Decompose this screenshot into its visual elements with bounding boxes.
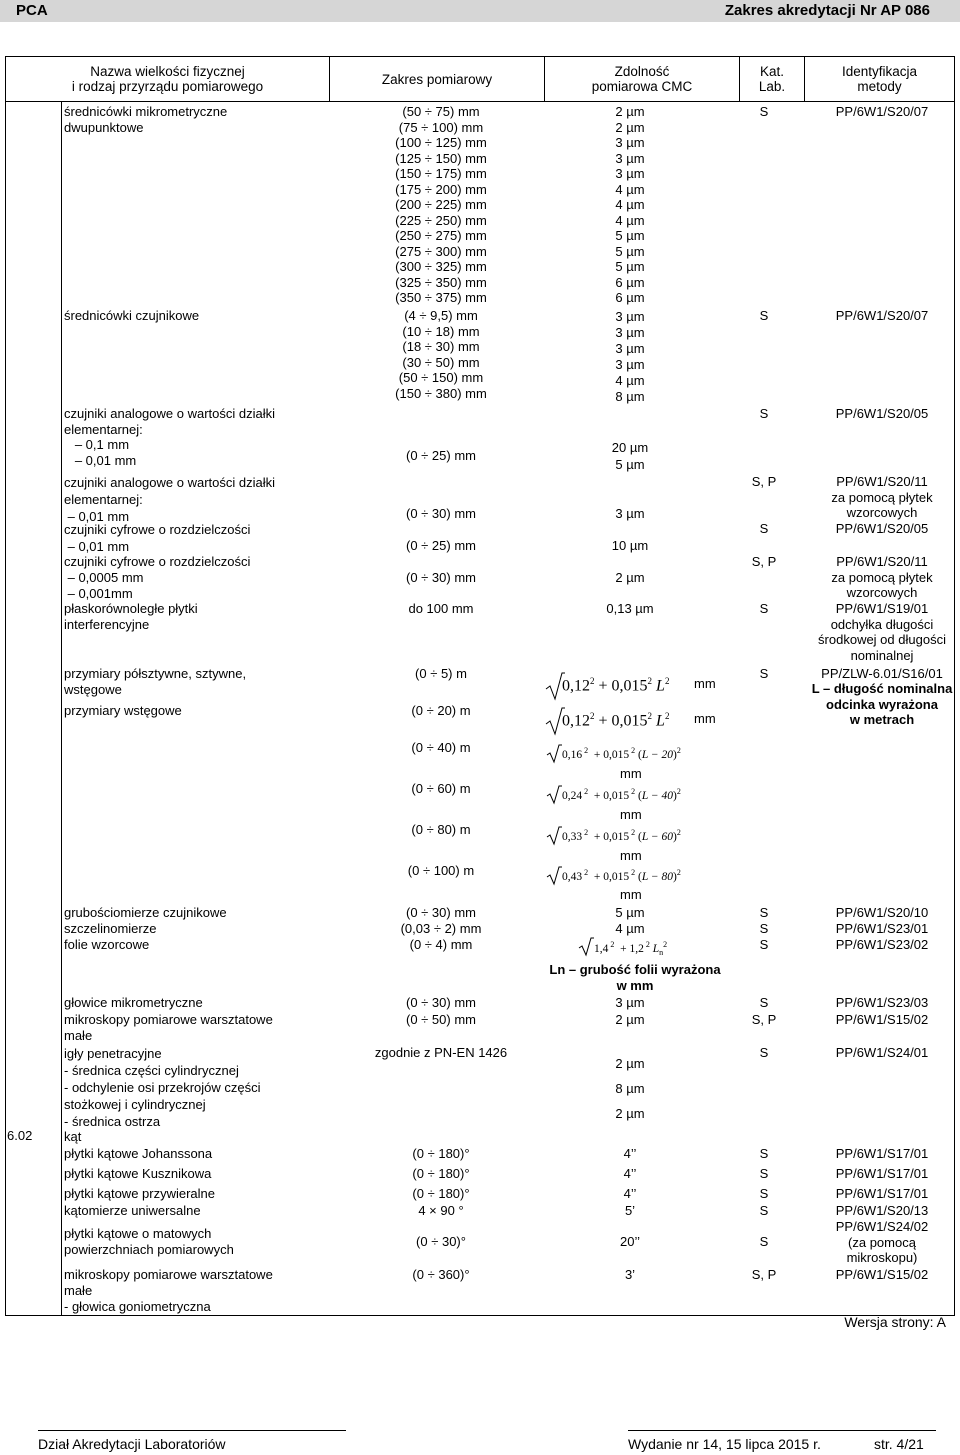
header-rule <box>5 101 955 102</box>
table-row-range: (0 ÷ 30) mm <box>406 570 476 585</box>
table-row-name: grubościomierze czujnikowe <box>64 905 227 920</box>
table-row-cmc: 20’’ <box>619 1234 640 1249</box>
table-row-kat: S <box>759 1166 769 1181</box>
table-row-name: czujniki cyfrowe o rozdzielczości – 0,01 mm <box>64 522 251 554</box>
table-row-name: przymiary półsztywne, sztywne, wstęgowe <box>64 666 247 697</box>
table-row-name: igły penetracyjne - średnica części cylindrycznej - odchylenie osi przekrojów części stożkowej i cylindrycznej - średnica ostrza <box>64 1046 261 1129</box>
table-row-ident: PP/6W1/S20/05 <box>835 521 929 536</box>
table-row-range: (0 ÷ 30) mm <box>406 506 476 521</box>
table-row-range: zgodnie z PN-EN 1426 <box>374 1045 508 1060</box>
formula-unit: mm <box>620 807 642 822</box>
table-row-name: folie wzorcowe <box>64 937 150 952</box>
table-row-ident: PP/6W1/S23/02 <box>835 937 929 952</box>
formula-term: + 0,015 <box>593 870 630 883</box>
table-row-cmc: 2 µm <box>615 570 645 585</box>
table-row-ident: PP/6W1/S20/07 <box>835 104 929 119</box>
col-header-kat: Kat. Lab. <box>740 57 804 102</box>
table-row-kat: S <box>759 921 769 936</box>
table-row-kat: S, P <box>751 1267 777 1282</box>
document-title: Zakres akredytacji Nr AP 086 <box>724 2 930 19</box>
table-row-cmc: 4’’ <box>623 1146 637 1161</box>
footer-department: Dział Akredytacji Laboratoriów <box>38 1436 226 1452</box>
table-row-range: (0 ÷ 30) mm <box>406 905 476 920</box>
formula-term: L <box>652 942 660 955</box>
table-row-range: (4 ÷ 9,5) mm (10 ÷ 18) mm (18 ÷ 30) mm (30 ÷ 50) mm (50 ÷ 150) mm (150 ÷ 380) mm <box>395 308 487 401</box>
cmc-formula: $0,12^2 + 0,015^2$ $L^2$ <box>562 711 670 730</box>
formula-term: + 0,015 <box>593 748 630 761</box>
formula-term: 0,43 <box>562 870 583 883</box>
table-row-name: płytki kątowe przywieralne <box>64 1186 216 1201</box>
table-row-kat: S, P <box>751 474 777 489</box>
table-row-ident: PP/6W1/S24/02 (za pomocą mikroskopu) <box>835 1219 929 1265</box>
cmc-formula: 0,43 $^2$ + 0,015 $^2$ $(L - 80)^2$ <box>562 868 681 883</box>
table-row-name: mikroskopy pomiarowe warsztatowe małe - głowica goniometryczna <box>64 1267 273 1314</box>
table-row-name: czujniki analogowe o wartości działki elementarnej: – 0,1 mm – 0,01 mm <box>64 406 275 468</box>
table-row-name: płytki kątowe Kusznikowa <box>64 1166 212 1181</box>
formula-term: 0,12 <box>562 712 590 730</box>
formula-term: + 0,015 <box>593 789 630 802</box>
table-row-range: do 100 mm <box>408 601 474 616</box>
table-row-ident: PP/6W1/S20/07 <box>835 308 929 323</box>
table-row-name: średnicówki mikrometryczne dwupunktowe <box>64 104 228 135</box>
table-row-kat: S, P <box>751 554 777 569</box>
cmc-formula: 0,33 $^2$ + 0,015 $^2$ $(L - 60)^2$ <box>562 828 681 843</box>
table-row-cmc: 2 µm 8 µm 2 µm <box>615 1055 645 1121</box>
formula-term: 0,33 <box>562 830 583 843</box>
table-row-name: mikroskopy pomiarowe warsztatowe małe <box>64 1012 273 1043</box>
table-row-cmc: 0,13 µm <box>606 601 654 616</box>
table-row-range: (0 ÷ 360)° <box>412 1267 470 1282</box>
table-row-range: (0 ÷ 5) m <box>415 666 467 681</box>
formula-term: + 0,015 <box>598 712 648 730</box>
table-row-kat: S <box>759 1203 769 1218</box>
table-row-ident-note: L – długość nominalna odcinka wyrażona w metrach <box>811 681 953 727</box>
table-row-kat: S <box>759 995 769 1010</box>
table-row-kat: S <box>759 1234 769 1249</box>
table-row-cmc: 4’’ <box>623 1166 637 1181</box>
table-row-range: (0 ÷ 20) m <box>411 703 471 718</box>
formula-term: 1,4 <box>594 942 609 955</box>
table-row-name: średnicówki czujnikowe <box>64 308 200 323</box>
table-row-ident: PP/6W1/S23/01 <box>835 921 929 936</box>
section-number: 6.02 <box>7 1128 33 1143</box>
table-row-cmc: 3 µm <box>615 995 645 1010</box>
table-row-name: płaskorównoległe płytki interferencyjne <box>64 601 198 632</box>
table-row-cmc: 5 µm <box>615 905 645 920</box>
org-name: PCA <box>16 2 48 19</box>
table-row-kat: S <box>759 1146 769 1161</box>
formula-term: L − 20 <box>641 748 674 761</box>
sqrt-icon <box>546 866 562 886</box>
table-row-name: czujniki cyfrowe o rozdzielczości – 0,0005 mm – 0,001mm <box>64 554 251 601</box>
formula-unit: mm <box>620 766 642 781</box>
table-row-cmc: 2 µm 2 µm 3 µm 3 µm 3 µm 4 µm 4 µm 4 µm 5 µm 5 µm 5 µm 6 µm 6 µm <box>615 104 645 305</box>
table-row-ident: PP/6W1/S24/01 <box>835 1045 929 1060</box>
table-row-kat: S <box>759 1045 769 1060</box>
footer-rule-right <box>628 1430 936 1431</box>
table-row-cmc: 3’ <box>624 1267 636 1282</box>
col-header-cmc: Zdolność pomiarowa CMC <box>545 57 739 102</box>
table-row-range: (0 ÷ 180)° <box>412 1186 470 1201</box>
table-row-cmc: 4’’ <box>623 1186 637 1201</box>
table-row-ident: PP/6W1/S15/02 <box>835 1267 929 1282</box>
table-row-ident: PP/6W1/S17/01 <box>835 1166 929 1181</box>
table-row-kat: S <box>759 406 769 421</box>
cmc-formula: 1,4 $^2$ + 1,2 $^2$ $L_n^2$ <box>594 940 668 958</box>
table-row-cmc: 5’ <box>624 1203 636 1218</box>
table-row-cmc-note: Ln – grubość folii wyrażona w mm <box>549 962 721 993</box>
table-row-range: 4 × 90 ° <box>418 1203 464 1218</box>
formula-term: L <box>656 712 665 730</box>
formula-term: + 1,2 <box>620 942 644 955</box>
table-row-range: (0,03 ÷ 2) mm <box>400 921 482 936</box>
table-row-kat: S <box>759 308 769 323</box>
table-row-range: (0 ÷ 25) mm <box>406 538 476 553</box>
col-header-ident: Identyfikacja metody <box>805 57 954 102</box>
formula-term: L − 40 <box>641 789 674 802</box>
table-row-cmc: 10 µm <box>611 538 649 553</box>
table-row-range: (0 ÷ 4) mm <box>409 937 473 952</box>
table-row-name: płytki kątowe o matowych powierzchniach pomiarowych <box>64 1226 234 1257</box>
sqrt-icon <box>546 744 562 764</box>
table-row-range: (0 ÷ 180)° <box>412 1146 470 1161</box>
footer-edition: Wydanie nr 14, 15 lipca 2015 r. <box>628 1436 821 1452</box>
table-row-cmc: 4 µm <box>615 921 645 936</box>
formula-term: L − 60 <box>641 830 674 843</box>
table-row-name: głowice mikrometryczne <box>64 995 203 1010</box>
table-row-name: płytki kątowe Johanssona <box>64 1146 213 1161</box>
table-row-ident: PP/ZLW-6.01/S16/01 <box>821 666 943 681</box>
formula-term: n <box>659 948 664 958</box>
table-row-ident: PP/6W1/S20/10 <box>835 905 929 920</box>
footer-rule-left <box>38 1430 346 1431</box>
table-row-range: (0 ÷ 180)° <box>412 1166 470 1181</box>
formula-term: + 0,015 <box>593 830 630 843</box>
table-row-range: (0 ÷ 60) m <box>411 781 471 796</box>
formula-unit: mm <box>694 676 716 691</box>
sqrt-icon <box>578 937 594 957</box>
formula-unit: mm <box>620 887 642 902</box>
formula-term: L − 80 <box>641 870 674 883</box>
cmc-formula: $0,12^2 + 0,015^2$ $L^2$ <box>562 676 670 695</box>
table-row-range: (50 ÷ 75) mm (75 ÷ 100) mm (100 ÷ 125) mm (125 ÷ 150) mm (150 ÷ 175) mm (175 ÷ 200) mm (200 ÷ 225) mm (225 ÷ 250) mm (250 ÷ 275) mm (275 ÷ 300) mm (300 ÷ 325) mm (325 ÷ 350) mm (350 ÷ 375) mm <box>395 104 487 305</box>
table-row-ident: PP/6W1/S23/03 <box>835 995 929 1010</box>
formula-unit: mm <box>620 848 642 863</box>
table-row-name: przymiary wstęgowe <box>64 703 182 718</box>
table-row-kat: S <box>759 905 769 920</box>
table-row-ident: PP/6W1/S17/01 <box>835 1146 929 1161</box>
sqrt-icon <box>546 785 562 805</box>
table-row-kat: S <box>759 104 769 119</box>
table-row-range: (0 ÷ 50) mm <box>406 1012 476 1027</box>
table-row-ident: PP/6W1/S15/02 <box>835 1012 929 1027</box>
formula-term: 0,16 <box>562 748 583 761</box>
table-row-range: (0 ÷ 40) m <box>411 740 471 755</box>
sqrt-icon <box>546 826 562 846</box>
table-row-cmc: 20 µm 5 µm <box>611 440 649 472</box>
table-row-ident: PP/6W1/S20/13 <box>835 1203 929 1218</box>
table-row-range: (0 ÷ 30)° <box>416 1234 466 1249</box>
table-row-ident: PP/6W1/S17/01 <box>835 1186 929 1201</box>
table-row-ident: PP/6W1/S20/05 <box>835 406 929 421</box>
formula-unit: mm <box>694 711 716 726</box>
table-row-kat: S <box>759 937 769 952</box>
section-divider <box>61 101 62 1316</box>
table-row-ident: PP/6W1/S19/01 odchyłka długości środkowej od długości nominalnej <box>818 601 946 663</box>
table-row-name: kątomierze uniwersalne <box>64 1203 201 1218</box>
table-row-cmc: 3 µm 3 µm 3 µm 3 µm 4 µm 8 µm <box>615 309 645 404</box>
formula-term: 0,12 <box>562 677 590 695</box>
table-row-kat: S <box>759 521 769 536</box>
table-row-name: kąt <box>64 1129 82 1144</box>
table-row-kat: S <box>759 666 769 681</box>
table-row-cmc: 2 µm <box>615 1012 645 1027</box>
formula-term: + 0,015 <box>598 677 648 695</box>
document-header <box>0 0 960 22</box>
page-version: Wersja strony: A <box>844 1314 946 1330</box>
formula-term: 0,24 <box>562 789 583 802</box>
table-row-range: (0 ÷ 30) mm <box>406 995 476 1010</box>
table-row-kat: S, P <box>751 1012 777 1027</box>
cmc-formula: 0,24 $^2$ + 0,015 $^2$ $(L - 40)^2$ <box>562 787 681 802</box>
col-header-range: Zakres pomiarowy <box>330 57 544 102</box>
table-row-name: szczelinomierze <box>64 921 157 936</box>
table-row-ident: PP/6W1/S20/11 za pomocą płytek wzorcowych <box>831 474 933 520</box>
col-header-name: Nazwa wielkości fizycznej i rodzaj przyrządu pomiarowego <box>6 57 329 102</box>
table-row-cmc: 3 µm <box>615 506 645 521</box>
footer-page-number: str. 4/21 <box>874 1436 924 1452</box>
table-row-ident: PP/6W1/S20/11 za pomocą płytek wzorcowych <box>831 554 933 600</box>
table-row-range: (0 ÷ 25) mm <box>406 448 476 463</box>
table-row-range: (0 ÷ 80) m <box>411 822 471 837</box>
table-row-kat: S <box>759 1186 769 1201</box>
cmc-formula: 0,16 $^2$ + 0,015 $^2$ $(L - 20)^2$ <box>562 746 681 761</box>
formula-term: L <box>656 677 665 695</box>
table-row-range: (0 ÷ 100) m <box>407 863 475 878</box>
table-row-name: czujniki analogowe o wartości działki elementarnej: – 0,01 mm <box>64 475 275 524</box>
table-row-kat: S <box>759 601 769 616</box>
